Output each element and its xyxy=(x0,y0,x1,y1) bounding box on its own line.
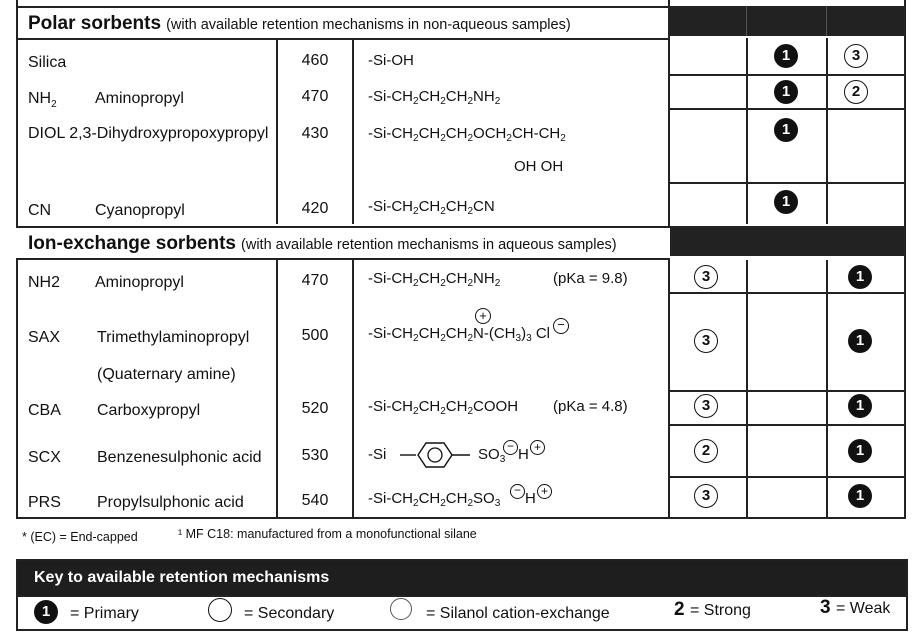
ion-scx-formula-tail: $SO_3$ xyxy=(478,446,506,465)
ion-nh2-name: Aminopropyl xyxy=(95,274,184,291)
secondary-legend-icon xyxy=(208,598,232,622)
minus-charge-icon: − xyxy=(510,484,525,499)
row-cn-name: Cyanopropyl xyxy=(95,202,185,219)
ion-scx-code: SCX xyxy=(28,449,61,466)
plus-charge-icon: + xyxy=(537,484,552,499)
key-secondary: = Secondary xyxy=(244,605,335,622)
footnote-ec: * (EC) = End-capped xyxy=(22,530,138,544)
silica-primary-mark: 1 xyxy=(774,44,798,68)
ion-nh2-weak-mark: 3 xyxy=(694,265,718,289)
ion-subtitle: (with available retention mechanisms in aqueous samples) xyxy=(241,237,617,253)
silica-weak-mark: 3 xyxy=(844,44,868,68)
plus-charge-icon: + xyxy=(475,308,491,324)
diol-primary-mark: 1 xyxy=(774,118,798,142)
ion-prs-number: 540 xyxy=(301,492,329,509)
diol-code: DIOL xyxy=(28,125,65,142)
ion-nh2-number: 470 xyxy=(301,272,329,289)
ion-cba-name: Carboxypropyl xyxy=(97,402,201,419)
ion-scx-strong-mark: 2 xyxy=(694,439,718,463)
benzene-ring-icon xyxy=(398,440,474,470)
row-diol-formula: $-Si-CH_2CH_2CH_2OCH_2CH-CH_2$ xyxy=(368,125,566,144)
ion-exchange-header xyxy=(16,226,670,260)
ion-prs-formula: $-Si-CH_2CH_2CH_2SO_3$ xyxy=(368,490,501,509)
row-nh2-number: 470 xyxy=(301,88,329,105)
ion-prs-code: PRS xyxy=(28,494,61,511)
polar-title: Polar sorbents xyxy=(28,13,162,34)
key-title-bar xyxy=(16,559,908,597)
ion-cba-pka: (pKa = 4.8) xyxy=(553,398,628,415)
ion-scx-h: H xyxy=(518,446,529,463)
row-silica-formula: -Si-OH xyxy=(368,52,414,69)
key-strong: = Strong xyxy=(690,602,751,619)
ion-nh2-pka: (pKa = 9.8) xyxy=(553,270,628,287)
polar-dark-header xyxy=(670,6,906,36)
ion-sax-name: Trimethylaminopropyl xyxy=(97,329,250,346)
row-diol-number: 430 xyxy=(301,125,329,142)
ion-scx-number: 530 xyxy=(301,447,329,464)
nh2-strong-mark: 2 xyxy=(844,80,868,104)
ion-sax-code: SAX xyxy=(28,329,61,346)
row-nh2-code: $NH_2$ xyxy=(28,90,57,111)
minus-charge-icon: − xyxy=(503,440,518,455)
ion-sax-primary-mark: 1 xyxy=(848,329,872,353)
nh2-primary-mark: 1 xyxy=(774,80,798,104)
footnote-mf: ¹ MF C18: manufactured from a monofunctional silane xyxy=(178,527,477,541)
ion-cba-weak-mark: 3 xyxy=(694,394,718,418)
ion-sax-name2: (Quaternary amine) xyxy=(97,366,236,383)
cn-primary-mark: 1 xyxy=(774,190,798,214)
ion-nh2-primary-mark: 1 xyxy=(848,265,872,289)
ion-sax-number: 500 xyxy=(301,327,329,344)
plus-charge-icon: + xyxy=(530,440,545,455)
silanol-legend-icon xyxy=(390,598,412,620)
row-diol-code xyxy=(28,125,268,143)
ion-sax-formula: $-Si-CH_2CH_2CH_2N-(CH_3)_3$ Cl xyxy=(368,325,550,344)
ion-prs-h: H xyxy=(525,490,536,507)
key-silanol: = Silanol cation-exchange xyxy=(426,605,610,622)
ion-cba-primary-mark: 1 xyxy=(848,394,872,418)
row-cn-code: CN xyxy=(28,202,52,219)
ion-scx-formula: -Si xyxy=(368,446,387,463)
ion-sax-weak-mark: 3 xyxy=(694,329,718,353)
polar-subtitle: (with available retention mechanisms in non-aqueous samples) xyxy=(166,17,571,33)
minus-charge-icon: − xyxy=(553,318,569,334)
diol-name: 2,3-Dihydroxypropoxypropyl xyxy=(69,125,269,142)
ion-nh2-formula: $-Si-CH_2CH_2CH_2NH_2$ xyxy=(368,270,501,289)
ion-dark-header xyxy=(670,226,906,256)
row-cn-number: 420 xyxy=(301,200,329,217)
row-nh2-name: Aminopropyl xyxy=(95,90,184,107)
polar-sorbents-header xyxy=(16,6,670,40)
ion-nh2-code: NH2 xyxy=(28,274,61,291)
row-diol-formula-oh: OH OH xyxy=(514,158,564,175)
ion-prs-name: Propylsulphonic acid xyxy=(97,494,244,511)
key-primary: = Primary xyxy=(70,605,139,622)
key-legend-row xyxy=(16,595,908,631)
row-nh2-formula: $-Si-CH_2CH_2CH_2NH_2$ xyxy=(368,88,501,107)
ion-prs-weak-mark: 3 xyxy=(694,484,718,508)
ion-scx-primary-mark: 1 xyxy=(848,439,872,463)
row-silica-code: Silica xyxy=(28,54,67,71)
row-cn-formula: $-Si-CH_2CH_2CH_2CN$ xyxy=(368,198,495,217)
ion-prs-primary-mark: 1 xyxy=(848,484,872,508)
ion-cba-code: CBA xyxy=(28,402,61,419)
ion-scx-name: Benzenesulphonic acid xyxy=(97,449,262,466)
primary-legend-icon: 1 xyxy=(34,600,58,624)
row-silica-number: 460 xyxy=(301,52,329,69)
key-strong-num: 2 xyxy=(674,599,685,620)
ion-cba-number: 520 xyxy=(301,400,329,417)
key-weak-num: 3 xyxy=(820,597,831,618)
key-title: Key to available retention mechanisms xyxy=(34,569,330,586)
ion-cba-formula: $-Si-CH_2CH_2CH_2COOH$ xyxy=(368,398,519,417)
ion-title: Ion-exchange sorbents xyxy=(28,233,236,254)
key-weak: = Weak xyxy=(836,600,891,617)
